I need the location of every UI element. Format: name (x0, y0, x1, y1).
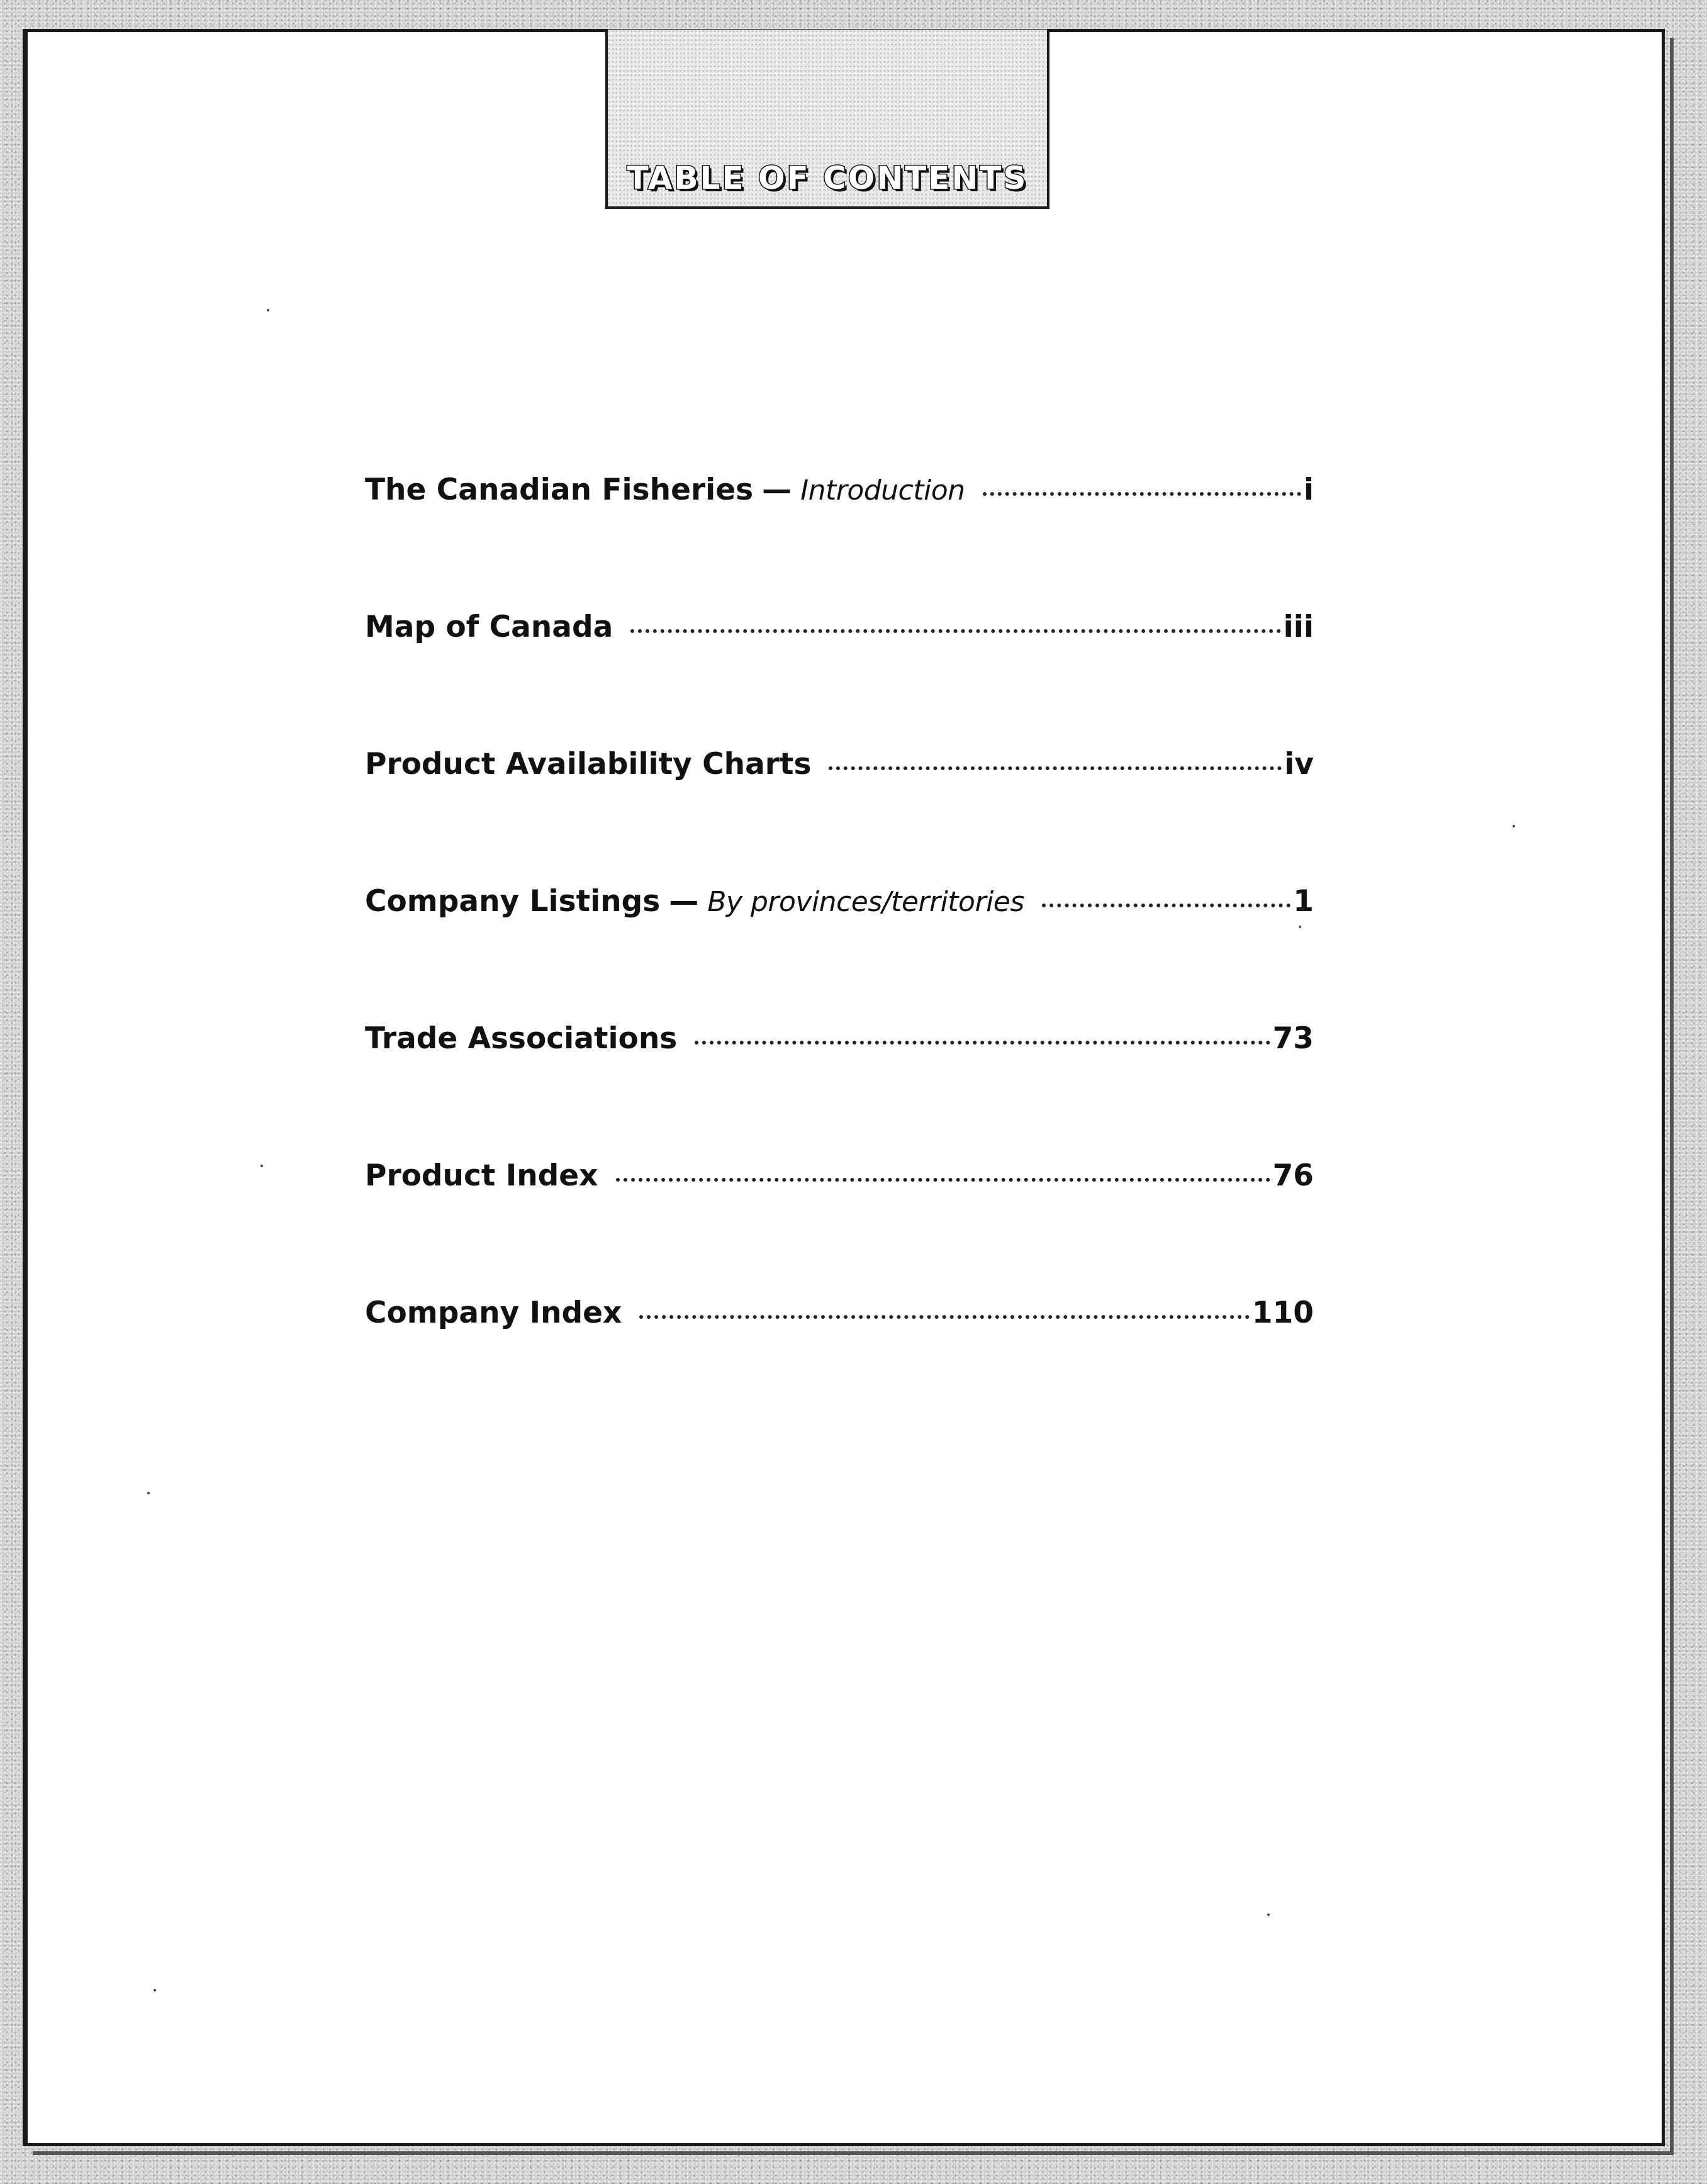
toc-entry-page: i (1303, 473, 1314, 507)
toc-entry-company-index[interactable] (365, 1296, 1314, 1433)
toc-entry-title: Map of Canada (365, 610, 613, 644)
toc-entry-title: The Canadian Fisheries (365, 473, 754, 507)
toc-entry-title: Trade Associations (365, 1021, 678, 1056)
toc-entry-page: 1 (1293, 884, 1314, 919)
dot-leader (695, 1041, 1270, 1044)
table-of-contents (365, 473, 1314, 1433)
document-page (23, 29, 1665, 2146)
toc-entry-product-index[interactable] (365, 1158, 1314, 1296)
toc-entry-subtitle: By provinces/territories (707, 886, 1024, 918)
toc-entry-trade-associations[interactable] (365, 1021, 1314, 1158)
toc-entry-product-availability-charts[interactable] (365, 747, 1314, 884)
dot-leader (983, 492, 1301, 496)
toc-entry-separator: — (669, 884, 699, 919)
toc-entry-page: 73 (1272, 1021, 1314, 1056)
toc-entry-title: Product Index (365, 1158, 598, 1193)
dot-leader (630, 629, 1280, 633)
dot-leader (829, 766, 1282, 770)
header-tab (605, 30, 1049, 209)
toc-entry-page: 76 (1272, 1158, 1314, 1193)
toc-entry-page: iii (1283, 610, 1314, 644)
toc-entry-company-listings[interactable] (365, 884, 1314, 1021)
toc-entry-canadian-fisheries[interactable] (365, 473, 1314, 610)
page-title: TABLE OF CONTENTS (627, 160, 1028, 196)
dot-leader (639, 1315, 1250, 1319)
toc-entry-title: Product Availability Charts (365, 747, 812, 781)
toc-entry-title: Company Index (365, 1296, 622, 1330)
toc-entry-map-of-canada[interactable] (365, 610, 1314, 747)
dot-leader (616, 1178, 1270, 1182)
toc-entry-page: 110 (1251, 1296, 1314, 1330)
toc-entry-subtitle: Introduction (800, 474, 965, 507)
toc-entry-title: Company Listings (365, 884, 661, 919)
dot-leader (1042, 904, 1291, 907)
toc-entry-separator: — (762, 473, 792, 507)
toc-entry-page: iv (1284, 747, 1314, 781)
